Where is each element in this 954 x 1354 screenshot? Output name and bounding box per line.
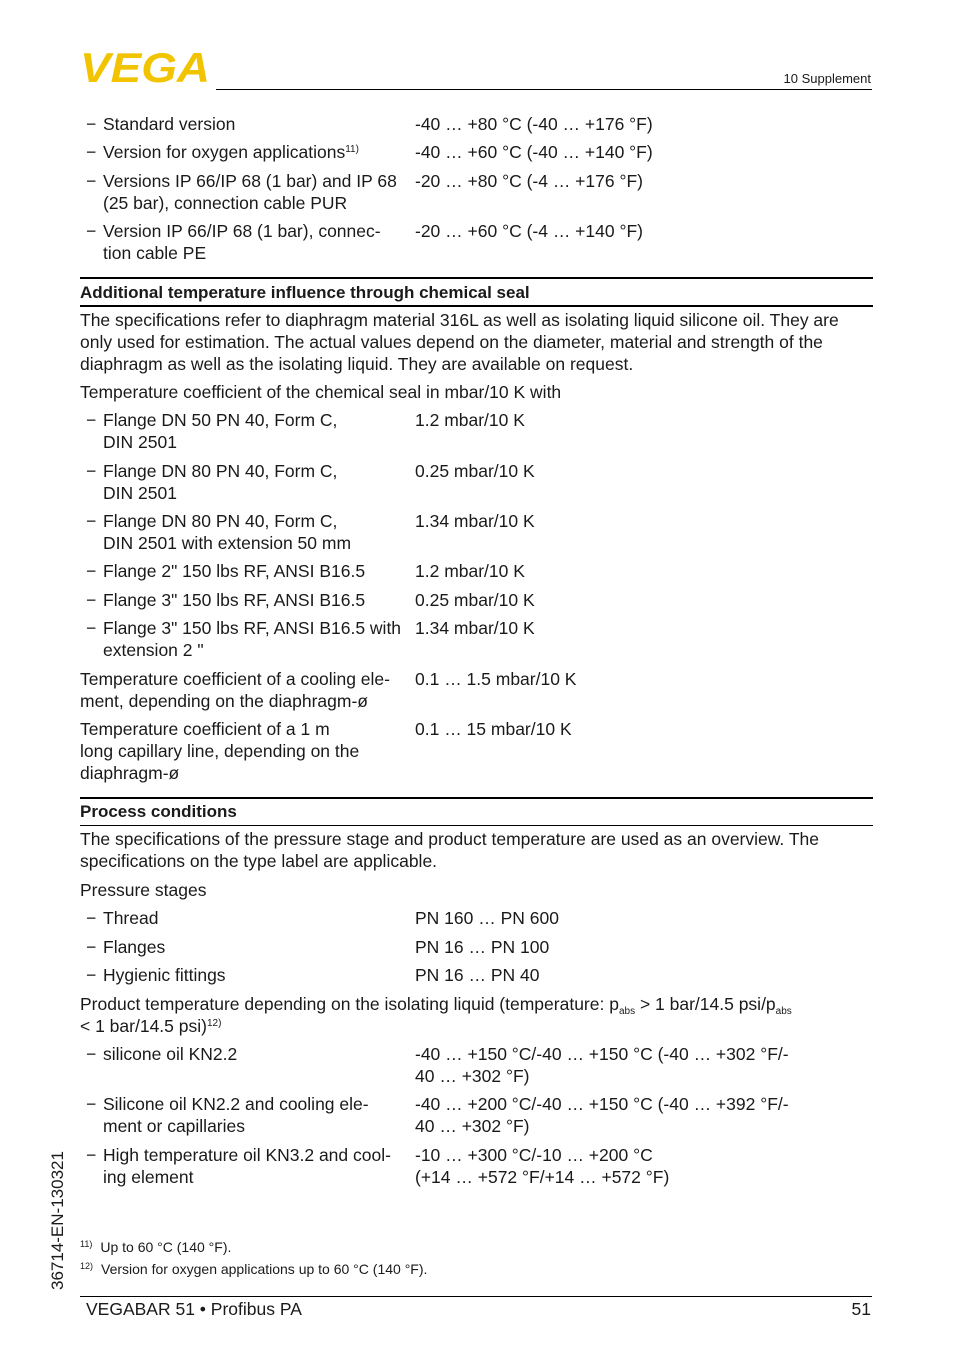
row-value: 1.34 mbar/10 K	[415, 511, 535, 531]
coef-heading: Temperature coefficient of the chemical seal in mbar/10 K with	[80, 382, 562, 402]
dash: −	[86, 511, 97, 531]
row-value: PN 16 … PN 40	[415, 965, 540, 985]
row-label: DIN 2501 with extension 50 mm	[103, 533, 352, 553]
dash: −	[86, 590, 97, 610]
row-label: Flange DN 50 PN 40, Form C,	[103, 410, 338, 430]
row-value: 1.2 mbar/10 K	[415, 410, 525, 430]
row-label: Standard version	[103, 114, 236, 134]
row-label: Temperature coefficient of a 1 m	[80, 719, 330, 739]
doc-id-text: 36714-EN-130321	[48, 1151, 67, 1290]
temp-heading-text: Product temperature depending on the isolating liquid (temperature: p	[80, 994, 619, 1014]
row-value: -40 … +150 °C/-40 … +150 °C (-40 … +302 °F/-	[415, 1044, 789, 1064]
row-value: -40 … +60 °C (-40 … +140 °F)	[415, 142, 653, 162]
row-label: Flange 3" 150 lbs RF, ANSI B16.5	[103, 590, 366, 610]
vega-logo-text: VEGA	[80, 50, 210, 84]
dash: −	[86, 1094, 97, 1114]
footnote-mark: 12)	[80, 1261, 94, 1271]
row-label: High temperature oil KN3.2 and cool-	[103, 1145, 391, 1165]
row-label: silicone oil KN2.2	[103, 1044, 238, 1064]
dash: −	[86, 908, 97, 928]
page-number: 51	[851, 1299, 871, 1319]
section-header: 10 Supplement	[783, 71, 871, 86]
header-rule	[216, 89, 872, 90]
section-rule	[80, 277, 873, 279]
dash: −	[86, 1044, 97, 1064]
intro-paragraph	[80, 309, 872, 375]
subscript: abs	[618, 1006, 636, 1017]
row-label: diaphragm-ø	[80, 763, 180, 783]
dash: −	[86, 142, 97, 162]
row-label: Flange DN 80 PN 40, Form C,	[103, 461, 338, 481]
row-value: 0.1 … 1.5 mbar/10 K	[415, 669, 577, 689]
footnote-ref: 12)	[206, 1018, 222, 1029]
footnote	[80, 1257, 427, 1278]
row-value: 40 … +302 °F)	[415, 1116, 530, 1136]
pressure-heading: Pressure stages	[80, 880, 207, 900]
row-label: DIN 2501	[103, 483, 177, 503]
section-title: Additional temperature influence through chemical seal	[80, 283, 530, 302]
dash: −	[86, 618, 97, 638]
dash: −	[86, 410, 97, 430]
paragraph-line: specifications on the type label are applicable.	[80, 851, 438, 871]
dash: −	[86, 221, 97, 241]
footnote-mark: 11)	[80, 1239, 93, 1249]
temp-heading-line2	[80, 1015, 221, 1037]
footer-product: VEGABAR 51 • Profibus PA	[86, 1299, 302, 1319]
row-label: Versions IP 66/IP 68 (1 bar) and IP 68	[103, 171, 397, 191]
intro-paragraph	[80, 828, 872, 872]
section-title: Process conditions	[80, 802, 237, 821]
section-rule	[80, 797, 873, 799]
row-value: -10 … +300 °C/-10 … +200 °C	[415, 1145, 653, 1165]
row-label: Temperature coefficient of a cooling ele-	[80, 669, 390, 689]
row-value: -20 … +80 °C (-4 … +176 °F)	[415, 171, 643, 191]
row-value: PN 16 … PN 100	[415, 937, 550, 957]
temp-heading-text: > 1 bar/14.5 psi/p	[635, 994, 776, 1014]
row-label: extension 2 "	[103, 640, 204, 660]
row-value: 40 … +302 °F)	[415, 1066, 530, 1086]
row-value: -20 … +60 °C (-4 … +140 °F)	[415, 221, 643, 241]
dash: −	[86, 171, 97, 191]
row-label: ment, depending on the diaphragm-ø	[80, 691, 368, 711]
dash: −	[86, 561, 97, 581]
temp-heading	[80, 993, 792, 1015]
row-value: 0.25 mbar/10 K	[415, 461, 535, 481]
row-value: (+14 … +572 °F/+14 … +572 °F)	[415, 1167, 670, 1187]
dash: −	[86, 937, 97, 957]
row-value: 0.1 … 15 mbar/10 K	[415, 719, 572, 739]
row-label: (25 bar), connection cable PUR	[103, 193, 348, 213]
row-label: DIN 2501	[103, 432, 177, 452]
row-label: Flange DN 80 PN 40, Form C,	[103, 511, 338, 531]
row-label: Flanges	[103, 937, 166, 957]
section-rule	[80, 305, 873, 307]
paragraph-line: The specifications refer to diaphragm material 316L as well as isolating liquid silicone oil. They are	[80, 310, 839, 330]
paragraph-line: diaphragm as well as the isolating liquid. They are available on request.	[80, 354, 634, 374]
paragraph-line: The specifications of the pressure stage and product temperature are used as an overview. The	[80, 829, 819, 849]
row-label: Flange 3" 150 lbs RF, ANSI B16.5 with	[103, 618, 402, 638]
dash: −	[86, 114, 97, 134]
dash: −	[86, 1145, 97, 1165]
subscript: abs	[775, 1006, 792, 1017]
row-label: Version for oxygen applications	[103, 142, 346, 162]
paragraph-line: only used for estimation. The actual values depend on the diameter, material and strength of the	[80, 332, 823, 352]
row-value: PN 160 … PN 600	[415, 908, 559, 928]
row-value: 1.2 mbar/10 K	[415, 561, 525, 581]
footnote-text: Up to 60 °C (140 °F).	[100, 1239, 232, 1255]
row-label: ing element	[103, 1167, 194, 1187]
row-label: Silicone oil KN2.2 and cooling ele-	[103, 1094, 369, 1114]
vega-logo	[80, 50, 212, 84]
footer-rule	[80, 1296, 872, 1297]
row-label: tion cable PE	[103, 243, 207, 263]
row-value: -40 … +80 °C (-40 … +176 °F)	[415, 114, 653, 134]
row-value: 1.34 mbar/10 K	[415, 618, 535, 638]
row-label: Thread	[103, 908, 159, 928]
row-value: 0.25 mbar/10 K	[415, 590, 535, 610]
row-value: -40 … +200 °C/-40 … +150 °C (-40 … +392 °F/-	[415, 1094, 789, 1114]
row-label: Version IP 66/IP 68 (1 bar), connec-	[103, 221, 381, 241]
row-label: ment or capillaries	[103, 1116, 245, 1136]
footnote-ref: 11)	[345, 144, 359, 155]
row-label: Hygienic fittings	[103, 965, 226, 985]
dash: −	[86, 461, 97, 481]
dash: −	[86, 965, 97, 985]
section-rule	[80, 825, 873, 826]
temp-heading-text: < 1 bar/14.5 psi)	[80, 1016, 207, 1036]
footnote-text: Version for oxygen applications up to 60 °C (140 °F).	[101, 1261, 428, 1277]
row-label: Flange 2" 150 lbs RF, ANSI B16.5	[103, 561, 366, 581]
row-label: long capillary line, depending on the	[80, 741, 360, 761]
footnote	[80, 1235, 231, 1256]
